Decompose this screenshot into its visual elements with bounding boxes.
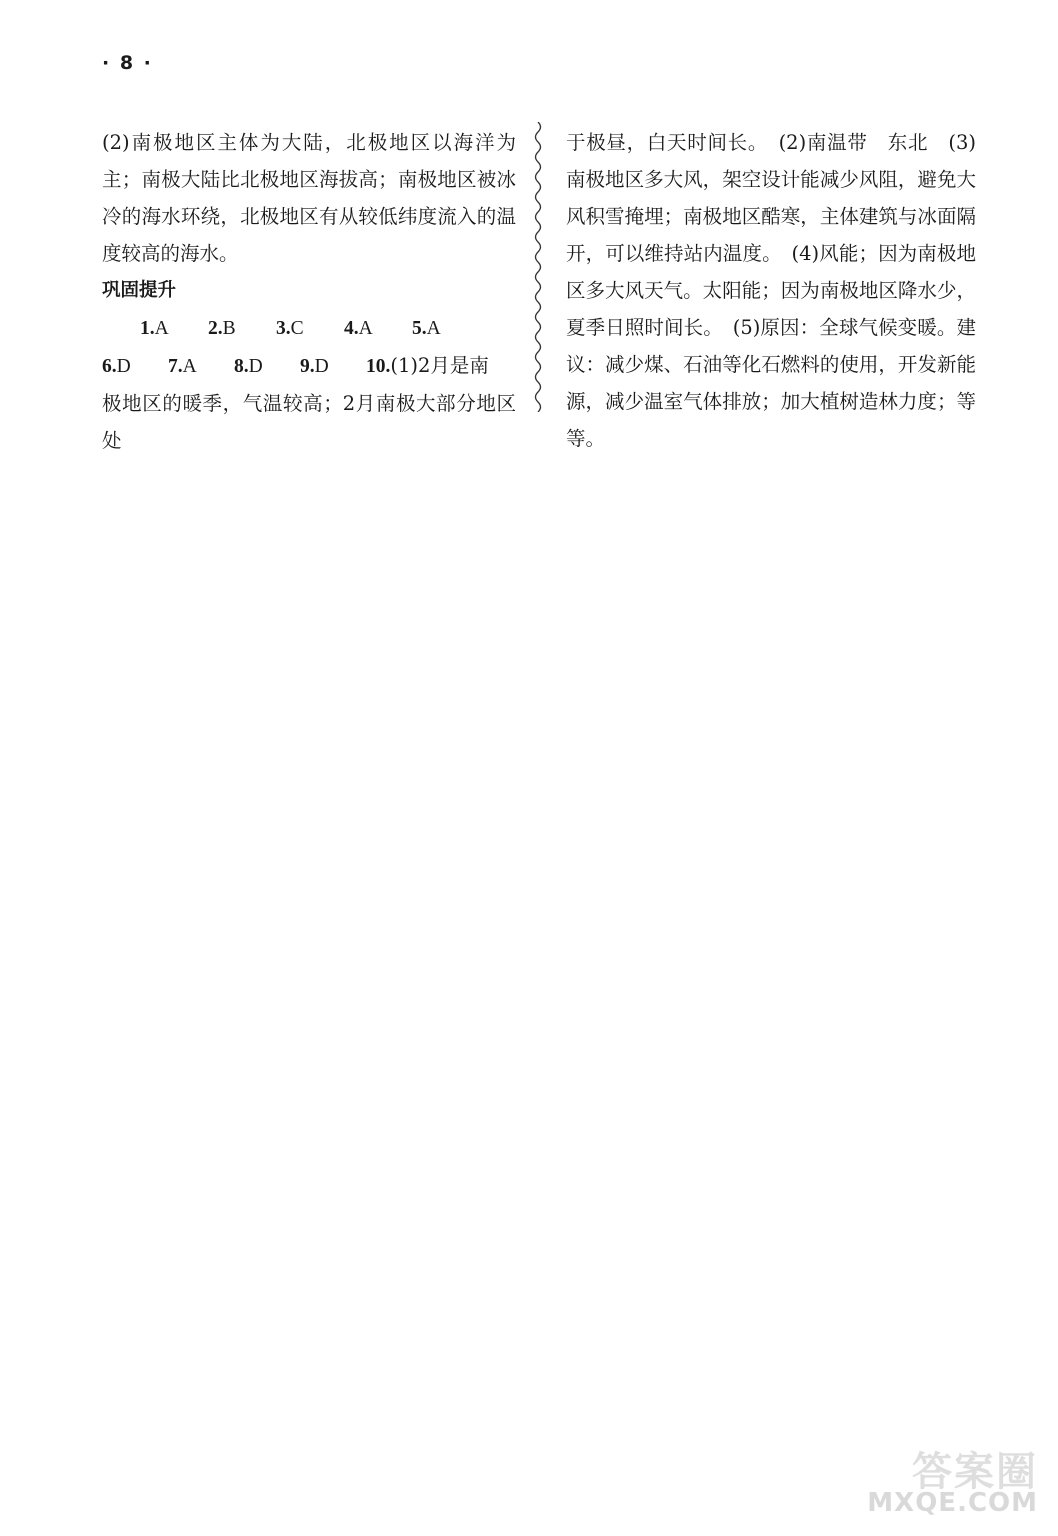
left-column (102, 124, 516, 459)
answer-item: 9.D (300, 356, 329, 377)
right-column (566, 124, 976, 457)
watermark-site: MXQE.COM (867, 1488, 1038, 1518)
page-number: · 8 · (102, 52, 153, 74)
answers-row-2 (102, 347, 516, 385)
section-heading: 巩固提升 (102, 280, 177, 301)
answer-item: 1.A (140, 318, 169, 339)
answer-item: 8.D (234, 356, 263, 377)
answer-item: 3.C (276, 318, 304, 339)
answer-item: 4.A (344, 318, 373, 339)
watermark-logo: 答案圈 (912, 1449, 1038, 1495)
answer-q10-continued: 极地区的暖季，气温较高；2月南极大部分地区处 (102, 392, 516, 452)
answer-item-q10: 10.(1)2月是南 (366, 354, 489, 377)
watermark (828, 1440, 1038, 1522)
answer-item: 2.B (208, 318, 236, 339)
answer-item: 7.A (168, 356, 197, 377)
answer-item: 5.A (412, 318, 441, 339)
column-divider (530, 122, 546, 412)
answers-row-1 (102, 309, 516, 347)
answer-paragraph-q2: (2)南极地区主体为大陆，北极地区以海洋为主；南极大陆比北极地区海拔高；南极地区被冰冷的海水环绕，北极地区有从较低纬度流入的温度较高的海水。 (102, 131, 516, 265)
answer-item: 6.D (102, 356, 131, 377)
answer-paragraph-q10-continued: 于极昼，白天时间长。 (2)南温带 东北 (3)南极地区多大风，架空设计能减少风阻，避免大风积雪掩埋；南极地区酷寒，主体建筑与冰面隔开，可以维持站内温度。 (4)风能；因为南极地区多大风天气。太阳能；因为南极地区降水少，夏季日照时间长。 (5)原因：全球气候变暖。建议：减少煤、石油等化石燃料的使用，开发新能源，减少温室气体排放；加大植树造林力度；等等。 (566, 131, 976, 450)
